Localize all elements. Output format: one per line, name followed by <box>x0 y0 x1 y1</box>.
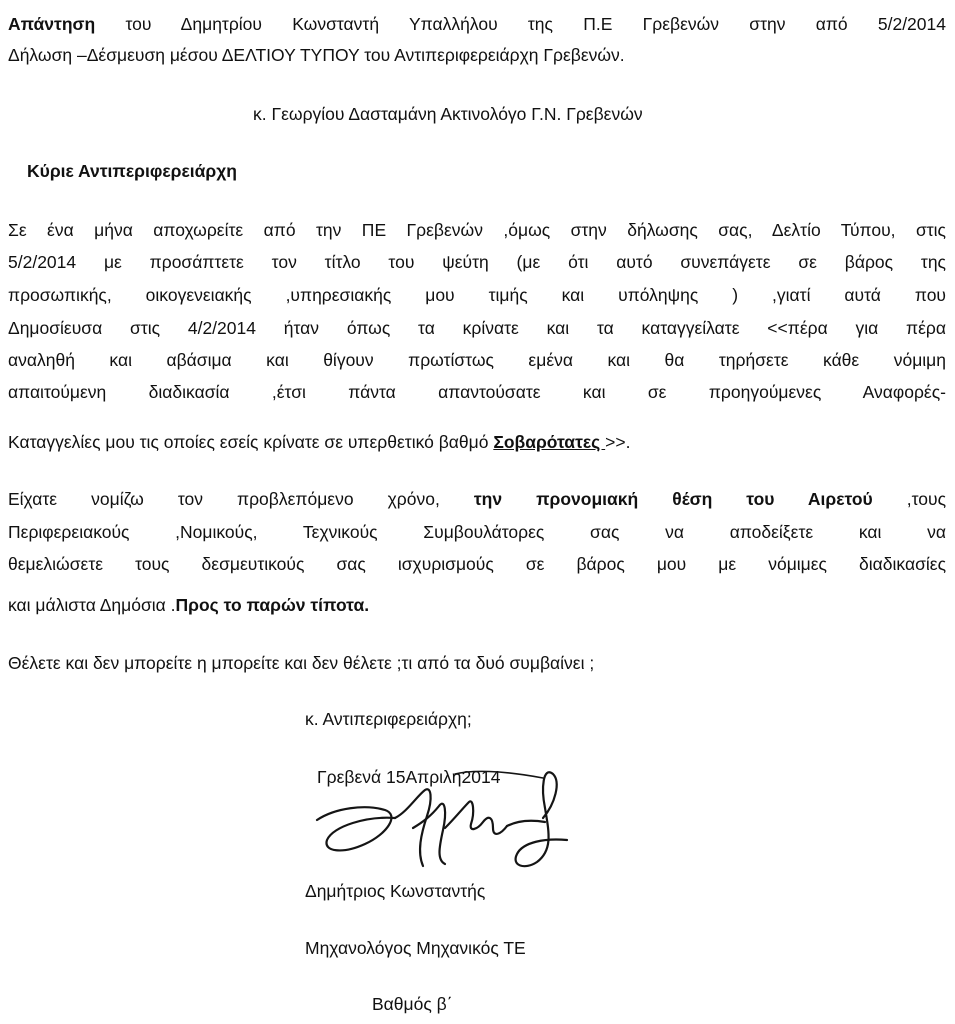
para1-line-4: Δημοσίευσα στις 4/2/2014 ήταν όπως τα κρίνατε και τα καταγγείλατε <<πέρα για πέρα <box>8 318 946 338</box>
para1-line-7 <box>8 431 630 453</box>
heading-line-2: Δήλωση –Δέσμευση μέσου ΔΕΛΤΙΟΥ ΤΥΠΟΥ του Αντιπεριφερειάρχη Γρεβενών. <box>8 45 625 65</box>
para2-line-1 <box>8 488 946 510</box>
para2-line-4 <box>8 594 369 616</box>
para1-line-1: Σε ένα μήνα αποχωρείτε από την ΠΕ Γρεβενών ,όμως στην δήλωσης σας, Δελτίο Τύπου, στις <box>8 220 946 240</box>
para3-question: Θέλετε και δεν μπορείτε η μπορείτε και δεν θέλετε ;τι από τα δυό συμβαίνει ; <box>8 653 595 673</box>
para1-line-3: προσωπικής, οικογενειακής ,υπηρεσιακής μου τιμής και υπόληψης ) ,γιατί αυτά που <box>8 285 946 305</box>
heading-line-1-text: του Δημητρίου Κωνσταντή Υπαλλήλου της Π.Ε Γρεβενών στην από 5/2/2014 <box>95 14 946 34</box>
signer-name: Δημήτριος Κωνσταντής <box>305 881 486 901</box>
closing-address: κ. Αντιπεριφερειάρχη; <box>305 709 472 729</box>
para2-line-4-text: και μάλιστα Δημόσια . <box>8 595 176 615</box>
para2-line-1-end: ,τους <box>872 489 946 509</box>
para1-line-2: 5/2/2014 με προσάπτετε τον τίτλο του ψεύτη (με ότι αυτό συνεπάγετε σε βάρος της <box>8 252 946 272</box>
para1-line-5: αναληθή και αβάσιμα και θίγουν πρωτίστως εμένα και θα τηρήσετε κάθε νόμιμη <box>8 350 946 370</box>
para2-line-1-text: Είχατε νομίζω τον προβλεπόμενο χρόνο, <box>8 489 474 509</box>
para1-line-7-text: Καταγγελίες μου τις οποίες εσείς κρίνατε σε υπερθετικό βαθμό <box>8 432 494 452</box>
heading-recipient-line: κ. Γεωργίου Δασταμάνη Ακτινολόγο Γ.Ν. Γρεβενών <box>253 104 643 124</box>
para2-line-3: θεμελιώσετε τους δεσμευτικούς σας ισχυρισμούς σε βάρος μου με νόμιμες διαδικασίες <box>8 554 946 574</box>
para1-line-6: απαιτούμενη διαδικασία ,έτσι πάντα απαντούσατε και σε προηγούμενες Αναφορές- <box>8 382 946 402</box>
heading-bold-word: Απάντηση <box>8 14 96 34</box>
handwritten-signature-icon <box>305 768 580 878</box>
signer-grade: Βαθμός β΄ <box>372 994 453 1014</box>
para2-bold-phrase: την προνομιακή θέση του Αιρετού <box>473 489 873 509</box>
signer-title: Μηχανολόγος Μηχανικός ΤΕ <box>305 938 526 958</box>
para2-bold-ending: Προς το παρών τίποτα. <box>175 595 370 615</box>
para1-line-7-end: >>. <box>605 432 631 452</box>
emphasis-underlined: Σοβαρότατες <box>493 432 606 452</box>
closing-date: Γρεβενά 15Απριλη2014 <box>317 767 501 787</box>
heading-line-1 <box>8 13 946 35</box>
salutation: Κύριε Αντιπεριφερειάρχη <box>27 161 237 181</box>
para2-line-2: Περιφερειακούς ,Νομικούς, Τεχνικούς Συμβουλάτορες σας να αποδείξετε και να <box>8 522 946 542</box>
